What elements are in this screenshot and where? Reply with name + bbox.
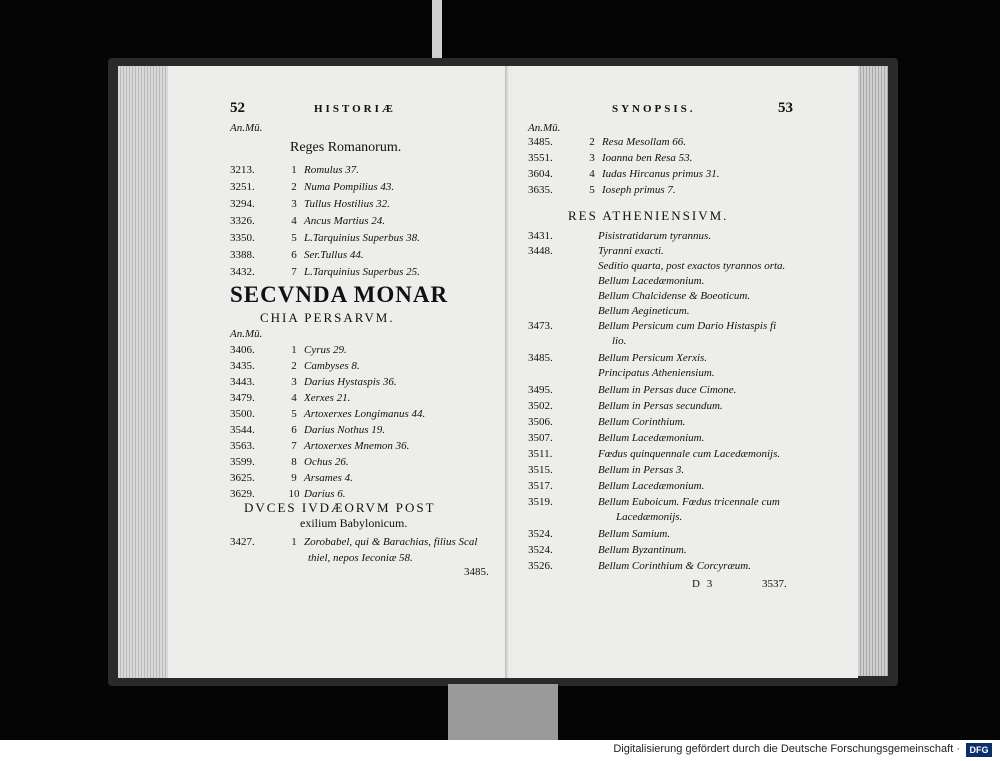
duces-subtitle: exilium Babylonicum. <box>300 516 408 530</box>
footer-bar <box>0 740 1000 761</box>
right-page <box>512 66 858 678</box>
signature-mark: D 3 <box>692 578 715 590</box>
monarchy-title-line1: SECVNDA MONAR <box>230 282 449 307</box>
right-page-number: 53 <box>778 100 793 116</box>
list-item-continuation: lio. <box>612 335 627 347</box>
left-page <box>168 66 508 678</box>
list-item-continuation: Lacedæmonijs. <box>616 511 683 523</box>
bookmark-ribbon <box>432 0 442 62</box>
right-running-head: SYNOPSIS. <box>612 103 696 115</box>
right-catchword: 3537. <box>762 578 787 590</box>
book-clamp <box>448 684 558 740</box>
athens-list: 3431. Pisistratidarum tyrannus. 3448. Tyranni exacti. Seditio quarta, post exactos tyrannos orta. Bellum Lacedæmonium. Bellum Chalcidense & Boeoticum. Bellum Aegineticum. 3473. Bellum Persicum cum Dario Histaspis fi lio. 3485. Bellum Persicum Xerxis. Principatus Atheniensium. 3495. Bellum in Persas duce Cimone. 3502. Bellum in Persas secundum. 3506. Bellum Corinthium. 3507. Bellum Lacedæmonium. 3511. Fœdus quinquennale cum Lacedæmonijs. 3515. Bellum in Persas 3. 3517. Bellum Lacedæmonium. 3519. Bellum Euboicum. Fœdus tricennale cum Lacedæmonijs. 3524. Bellum Samium. 3524. Bellum Byzantinum. 3526. Bellum Corinthium & Corcyræum. <box>528 230 786 572</box>
duces-title: DVCES IVDÆORVM POST <box>244 500 436 515</box>
dfg-logo: DFG <box>966 743 992 757</box>
anmu-label-right: An.Mū. <box>528 122 561 134</box>
anmu-label-2: An.Mū. <box>230 328 263 340</box>
duces-list: 3427. 1 Zorobabel, qui & Barachias, filius Scal thiel, nepos Ieconiæ 58. <box>230 536 478 564</box>
left-catchword: 3485. <box>464 566 489 578</box>
page-edges-left <box>118 66 170 678</box>
funding-notice: Digitalisierung gefördert durch die Deutsche Forschungsgemeinschaft · <box>613 743 960 755</box>
persae-list: 3406. 1 Cyrus 29. 3435. 2 Cambyses 8. 3443. 3 Darius Hystaspis 36. 3479. 4 Xerxes 21. 3500. 5 Artoxerxes Longimanus 44. 3544. 6 Darius Nothus 19. 3563. 7 Artoxerxes Mnemon 36. 3599. 8 Ochus 26. 3625. 9 Arsames 4. 3629. 10 Darius 6. <box>230 344 426 500</box>
duces-cont-list: 3485. 2 Resa Mesollam 66. 3551. 3 Ioanna ben Resa 53. 3604. 4 Iudas Hircanus primus 31. 3635. 5 Ioseph primus 7. <box>528 136 720 196</box>
left-page-number: 52 <box>230 100 245 116</box>
left-running-head: HISTORIÆ <box>314 103 396 115</box>
list-item-continuation: thiel, nepos Ieconiæ 58. <box>308 552 413 564</box>
athens-title: RES ATHENIENSIVM. <box>568 208 729 223</box>
reges-title: Reges Romanorum. <box>290 140 402 155</box>
monarchy-title-line2: CHIA PERSARVM. <box>260 310 395 325</box>
anmu-label: An.Mū. <box>230 122 263 134</box>
page-edges-right <box>858 66 888 676</box>
reges-list: 3213. 1 Romulus 37. 3251. 2 Numa Pompilius 43. 3294. 3 Tullus Hostilius 32. 3326. 4 Ancus Martius 24. 3350. 5 L.Tarquinius Superbus 38. 3388. 6 Ser.Tullus 44. 3432. 7 L.Tarquinius Superbus 25. <box>230 164 420 278</box>
